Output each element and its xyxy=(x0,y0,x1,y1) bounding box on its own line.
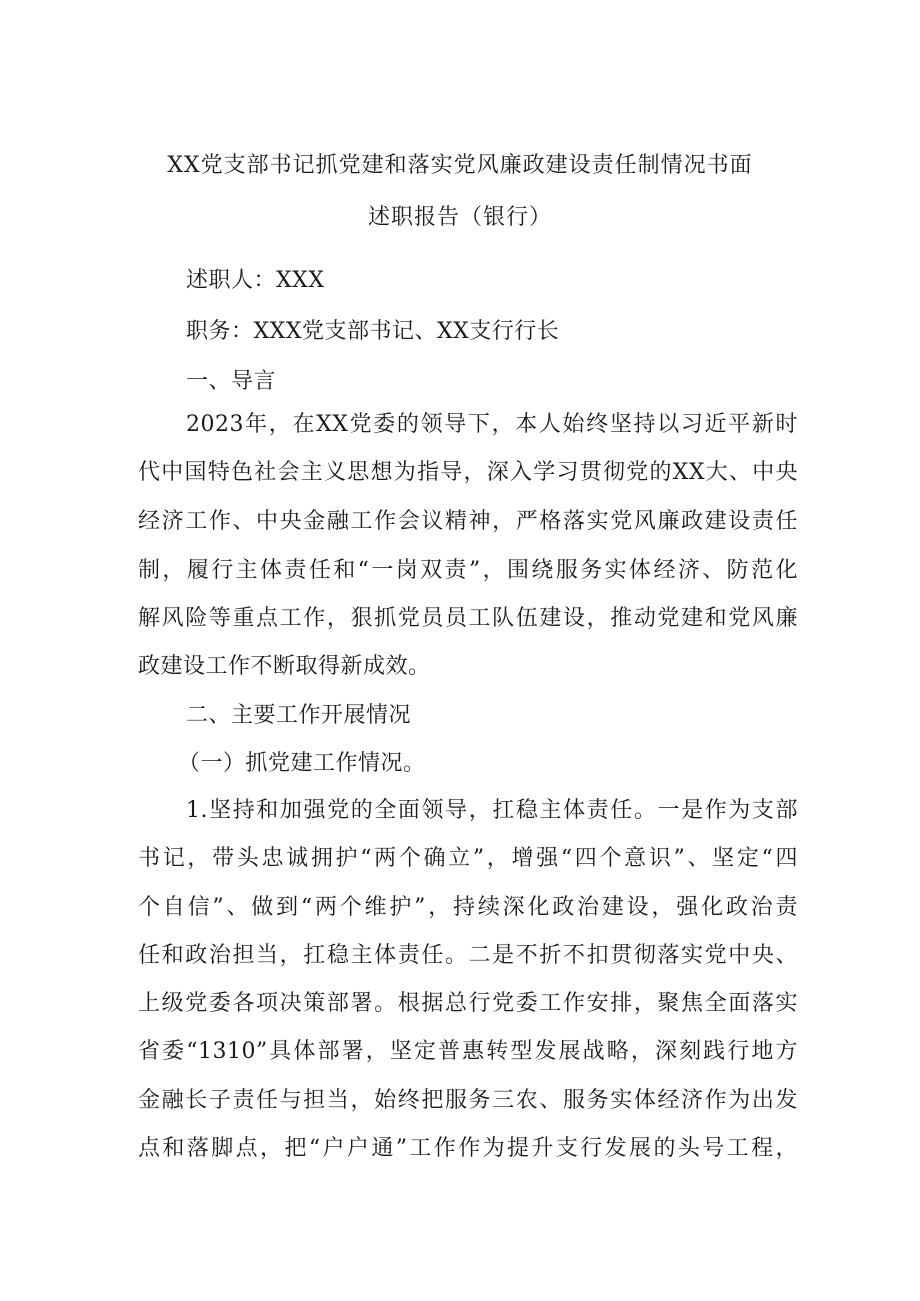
paragraph-line: 1.坚持和加强党的全面领导，扛稳主体责任。一是作为支部 xyxy=(186,798,798,823)
title-line-1: XX党支部书记抓党建和落实党风廉政建设责任制情况书面 xyxy=(167,153,753,178)
paragraph-line: 省委“1310”具体部署，坚定普惠转型发展战略，深刻践行地方 xyxy=(138,1039,798,1064)
paragraph-line: 任和政治担当，扛稳主体责任。二是不折不扣贯彻落实党中央、 xyxy=(138,943,798,968)
paragraph-line: 解风险等重点工作，狠抓党员员工队伍建设，推动党建和党风廉 xyxy=(138,606,798,631)
position-line: 职务：XXX党支部书记、XX支行行长 xyxy=(186,319,560,344)
paragraph-line: 2023年，在XX党委的领导下，本人始终坚持以习近平新时 xyxy=(186,412,798,437)
paragraph-line: 个自信”、做到“两个维护”，持续深化政治建设，强化政治责 xyxy=(138,895,798,920)
title-line-2: 述职报告（银行） xyxy=(367,205,552,230)
paragraph-line: 点和落脚点，把“户户通”工作作为提升支行发展的头号工程， xyxy=(138,1136,798,1161)
paragraph-line: 经济工作、中央金融工作会议精神，严格落实党风廉政建设责任 xyxy=(138,509,798,534)
paragraph-line: 书记，带头忠诚拥护“两个确立”，增强“四个意识”、坚定“四 xyxy=(138,846,798,871)
paragraph-line: 上级党委各项决策部署。根据总行党委工作安排，聚焦全面落实 xyxy=(138,991,798,1016)
paragraph-line: 代中国特色社会主义思想为指导，深入学习贯彻党的XX大、中央 xyxy=(138,460,798,485)
paragraph-line: 金融长子责任与担当，始终把服务三农、服务实体经济作为出发 xyxy=(138,1088,798,1113)
paragraph-line: 制，履行主体责任和“一岗双责”，围绕服务实体经济、防范化 xyxy=(138,558,798,583)
subsection-heading: （一）抓党建工作情况。 xyxy=(178,751,426,776)
paragraph-line: 政建设工作不断取得新成效。 xyxy=(138,654,431,679)
section-heading-main-work: 二、主要工作开展情况 xyxy=(186,703,412,728)
reporter-line: 述职人：XXX xyxy=(186,268,325,293)
section-heading-intro: 一、导言 xyxy=(186,369,277,394)
